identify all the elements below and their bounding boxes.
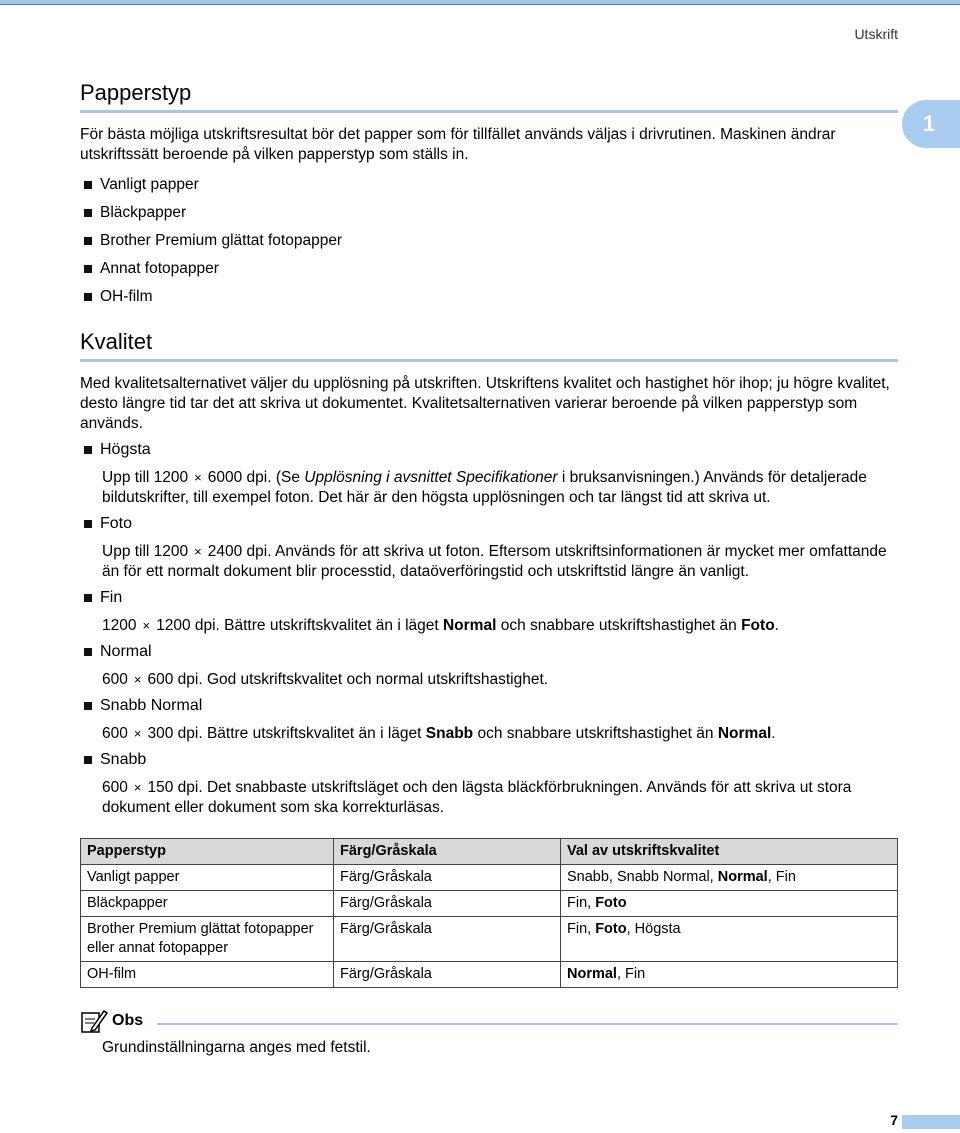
table-row bbox=[81, 917, 898, 962]
quality-desc-foto: Upp till 1200 × 2400 dpi. Används för att skriva ut foton. Eftersom utskriftsinformationen är mycket mer omfattande än för ett normalt dokument blir processtid, dataöverföringstid och utskriftstid längre än vanligt. bbox=[102, 543, 887, 580]
note-text: Grundinställningarna anges med fetstil. bbox=[102, 1039, 371, 1056]
heading-papperstyp: Papperstyp bbox=[80, 80, 898, 113]
cell-paper-type: Bläckpapper bbox=[81, 891, 334, 917]
cell-quality: Fin, Foto bbox=[561, 891, 898, 917]
quality-item-fin: Fin bbox=[80, 588, 898, 608]
table-row bbox=[81, 865, 898, 891]
quality-list bbox=[80, 440, 898, 818]
bullet-icon bbox=[84, 648, 92, 656]
cell-paper-type: OH-film bbox=[81, 962, 334, 988]
bullet-icon bbox=[84, 265, 92, 273]
note-divider bbox=[157, 1023, 898, 1025]
cell-paper-type: Vanligt papper bbox=[81, 865, 334, 891]
list-item: Brother Premium glättat fotopapper bbox=[80, 227, 898, 255]
note-box bbox=[80, 1008, 898, 1058]
bullet-icon bbox=[84, 520, 92, 528]
cell-quality: Snabb, Snabb Normal, Normal, Fin bbox=[561, 865, 898, 891]
paper-type-list bbox=[80, 171, 898, 311]
cell-quality: Normal, Fin bbox=[561, 962, 898, 988]
papperstyp-intro: För bästa möjliga utskriftsresultat bör det papper som för tillfället används väljas i drivrutinen. Maskinen ändrar utskriftssätt beroende på vilken papperstyp som ställs in. bbox=[80, 126, 836, 163]
bullet-icon bbox=[84, 446, 92, 454]
quality-desc-snabb-normal: 600 × 300 dpi. Bättre utskriftskvalitet än i läget Snabb och snabbare utskriftshastighet än Normal. bbox=[102, 725, 776, 742]
column-header: Färg/Gråskala bbox=[334, 839, 561, 865]
quality-table bbox=[80, 838, 898, 988]
kvalitet-intro: Med kvalitetsalternativet väljer du upplösning på utskriften. Utskriftens kvalitet och hastighet hör ihop; ju högre kvalitet, desto längre tid tar det att skriva ut dokumentet. Kvalitetsalternativen varierar beroende på vilken papperstyp som används. bbox=[80, 375, 890, 432]
column-header: Papperstyp bbox=[81, 839, 334, 865]
bullet-icon bbox=[84, 181, 92, 189]
bullet-icon bbox=[84, 237, 92, 245]
cell-paper-type: Brother Premium glättat fotopapper eller annat fotopapper bbox=[81, 917, 334, 962]
cross-reference: Upplösning i avsnittet Specifikationer bbox=[304, 469, 558, 486]
quality-item-hogsta: Högsta bbox=[80, 440, 898, 460]
list-item: Annat fotopapper bbox=[80, 255, 898, 283]
table-header-row bbox=[81, 839, 898, 865]
heading-kvalitet: Kvalitet bbox=[80, 329, 898, 362]
note-header bbox=[80, 1008, 898, 1034]
list-item: Vanligt papper bbox=[80, 171, 898, 199]
list-item: Bläckpapper bbox=[80, 199, 898, 227]
quality-item-foto: Foto bbox=[80, 514, 898, 534]
cell-color: Färg/Gråskala bbox=[334, 891, 561, 917]
running-header: Utskrift bbox=[854, 26, 898, 42]
table-row bbox=[81, 891, 898, 917]
chapter-tab: 1 bbox=[902, 100, 960, 148]
table-row bbox=[81, 962, 898, 988]
quality-desc-snabb: 600 × 150 dpi. Det snabbaste utskriftsläget och den lägsta bläckförbrukningen. Används för att skriva ut stora dokument eller dokument som ska korrekturläsas. bbox=[102, 779, 852, 816]
cell-quality: Fin, Foto, Högsta bbox=[561, 917, 898, 962]
quality-desc-normal: 600 × 600 dpi. God utskriftskvalitet och normal utskriftshastighet. bbox=[102, 671, 549, 688]
bullet-icon bbox=[84, 756, 92, 764]
note-pencil-icon bbox=[80, 1008, 108, 1034]
top-rule-line bbox=[0, 4, 960, 5]
cell-color: Färg/Gråskala bbox=[334, 865, 561, 891]
bullet-icon bbox=[84, 293, 92, 301]
footer-bar bbox=[902, 1115, 960, 1129]
column-header: Val av utskriftskvalitet bbox=[561, 839, 898, 865]
quality-item-normal: Normal bbox=[80, 642, 898, 662]
page-content bbox=[80, 80, 898, 1058]
quality-item-snabb-normal: Snabb Normal bbox=[80, 696, 898, 716]
cell-color: Färg/Gråskala bbox=[334, 917, 561, 962]
bullet-icon bbox=[84, 594, 92, 602]
cell-color: Färg/Gråskala bbox=[334, 962, 561, 988]
bullet-icon bbox=[84, 209, 92, 217]
list-item: OH-film bbox=[80, 283, 898, 311]
quality-desc-hogsta: Upp till 1200 × 6000 dpi. (Se Upplösning i avsnittet Specifikationer i bruksanvisningen.) Används för detaljerade bildutskrifter, till exempel foton. Det här är den högsta upplösningen och tar längst tid att skriva ut. bbox=[102, 469, 867, 506]
page-number: 7 bbox=[890, 1112, 898, 1128]
quality-item-snabb: Snabb bbox=[80, 750, 898, 770]
bullet-icon bbox=[84, 702, 92, 710]
note-title: Obs bbox=[112, 1012, 144, 1029]
quality-desc-fin: 1200 × 1200 dpi. Bättre utskriftskvalitet än i läget Normal och snabbare utskriftshastighet än Foto. bbox=[102, 617, 779, 634]
